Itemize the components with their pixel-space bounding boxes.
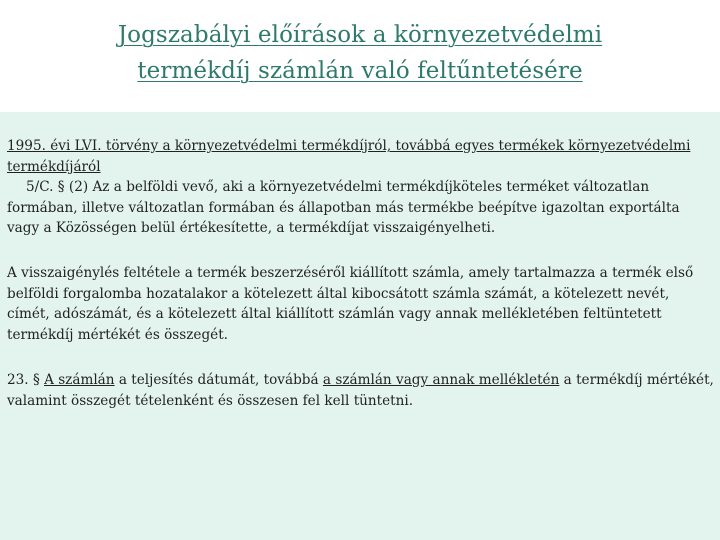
invoice-link[interactable]: A számlán [44, 372, 115, 388]
section-prefix: 23. § [7, 372, 45, 388]
section-suffix-text: a termékdíj mértékét, valamint összegét tételenként és összesen fel kell tüntetni. [7, 372, 714, 409]
invoice-attachment-link[interactable]: a számlán vagy annak mellékletén [322, 372, 560, 388]
slide-title-line-1: Jogszabályi előírások a környezetvédelmi [117, 22, 603, 48]
section-middle-text: a teljesítés dátumát, továbbá [114, 372, 323, 388]
invoice-requirement-paragraph [7, 370, 715, 411]
reclaim-condition-paragraph: A visszaigénylés feltétele a termék beszerzéséről kiállított számla, amely tartalmazza a termék első belföldi forgalomba hozatalakor a kötelezett által kibocsátott számla számát, a kötelezett nevét, címét, adószámát, és a kötelezett által kiállított számlán vagy annak mellékletében feltüntetett termékdíj mértékét és összegét. [7, 265, 694, 343]
slide-title-line-2: termékdíj számlán való feltűntetésére [137, 58, 583, 84]
law-section-text: 5/C. § (2) Az a belföldi vevő, aki a környezetvédelmi termékdíjköteles terméket változatlan formában, illetve változatlan formában és állapotban más termékbe beépítve igazoltan exportálta vagy a Közösségen belül értékesítette, a termékdíjat visszaigényelheti. [7, 179, 680, 236]
law-paragraph [7, 136, 715, 239]
slide-header [0, 0, 720, 110]
content-panel [0, 112, 720, 540]
law-reference-link[interactable]: 1995. évi LVI. törvény a környezetvédelmi termékdíjról, továbbá egyes termékek környezetvédelmi termékdíjáról [7, 138, 691, 175]
